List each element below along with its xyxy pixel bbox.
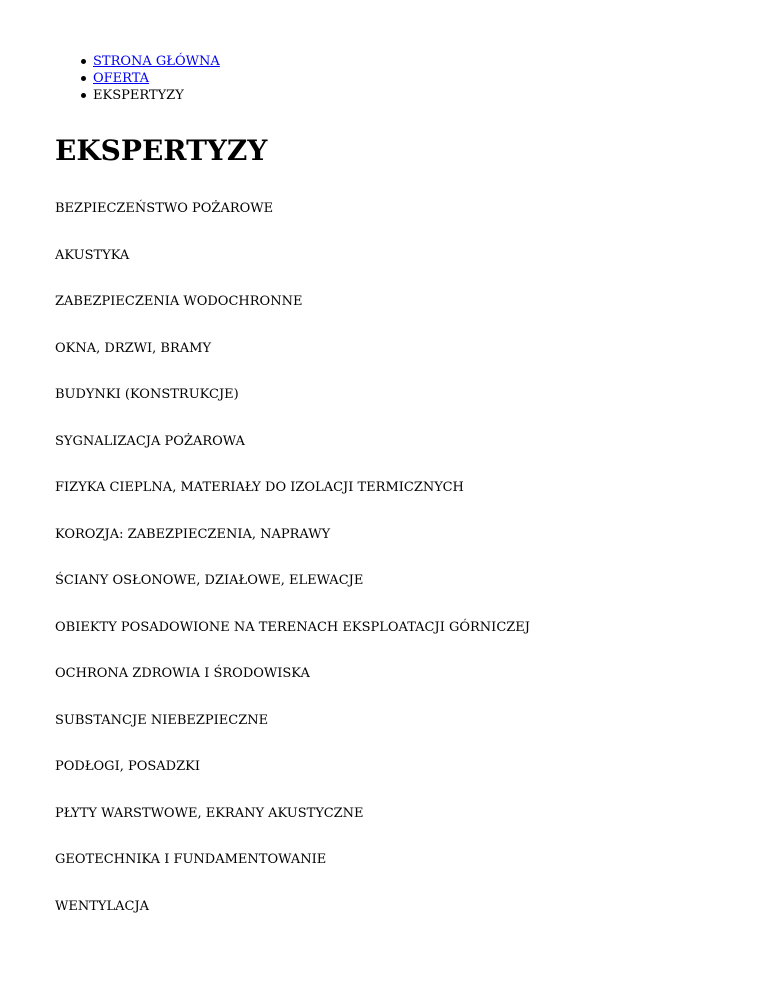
- category-item-hazardous-substances[interactable]: SUBSTANCJE NIEBEZPIECZNE: [55, 712, 269, 728]
- bullet-icon: [81, 76, 86, 81]
- category-item-health-environment[interactable]: OCHRONA ZDROWIA I ŚRODOWISKA: [55, 666, 310, 681]
- category-item-corrosion[interactable]: KOROZJA: ZABEZPIECZENIA, NAPRAWY: [55, 526, 331, 542]
- category-item-geotechnics[interactable]: GEOTECHNIKA I FUNDAMENTOWANIE: [55, 852, 327, 867]
- breadcrumb-item-offer: [55, 70, 220, 87]
- breadcrumb-current-label: EKSPERTYZY: [93, 88, 184, 103]
- category-item-floors[interactable]: PODŁOGI, POSADZKI: [55, 759, 200, 774]
- category-item-sandwich-panels[interactable]: PŁYTY WARSTWOWE, EKRANY AKUSTYCZNE: [55, 805, 364, 821]
- bullet-icon: [81, 93, 86, 98]
- category-item-acoustics[interactable]: AKUSTYKA: [55, 247, 130, 263]
- breadcrumb-item-current: [55, 87, 220, 104]
- category-item-walls-facades[interactable]: ŚCIANY OSŁONOWE, DZIAŁOWE, ELEWACJE: [55, 573, 364, 588]
- category-item-mining-areas[interactable]: OBIEKTY POSADOWIONE NA TERENACH EKSPLOATACJI GÓRNICZEJ: [55, 619, 530, 635]
- category-item-fire-alarm[interactable]: SYGNALIZACJA POŻAROWA: [55, 433, 245, 449]
- breadcrumb-item-home: [55, 53, 220, 70]
- breadcrumb-link-offer[interactable]: OFERTA: [93, 71, 150, 86]
- category-list: [55, 200, 530, 944]
- category-item-ventilation[interactable]: WENTYLACJA: [55, 898, 150, 914]
- category-item-fire-safety[interactable]: BEZPIECZEŃSTWO POŻAROWE: [55, 201, 274, 216]
- page-title: EKSPERTYZY: [55, 134, 268, 167]
- category-item-windows-doors-gates[interactable]: OKNA, DRZWI, BRAMY: [55, 340, 212, 356]
- category-item-buildings[interactable]: BUDYNKI (KONSTRUKCJE): [55, 387, 239, 402]
- category-item-thermal-physics[interactable]: FIZYKA CIEPLNA, MATERIAŁY DO IZOLACJI TERMICZNYCH: [55, 480, 464, 495]
- breadcrumb: [55, 53, 220, 104]
- bullet-icon: [81, 59, 86, 64]
- breadcrumb-link-home[interactable]: STRONA GŁÓWNA: [93, 54, 220, 69]
- category-item-waterproofing[interactable]: ZABEZPIECZENIA WODOCHRONNE: [55, 294, 303, 309]
